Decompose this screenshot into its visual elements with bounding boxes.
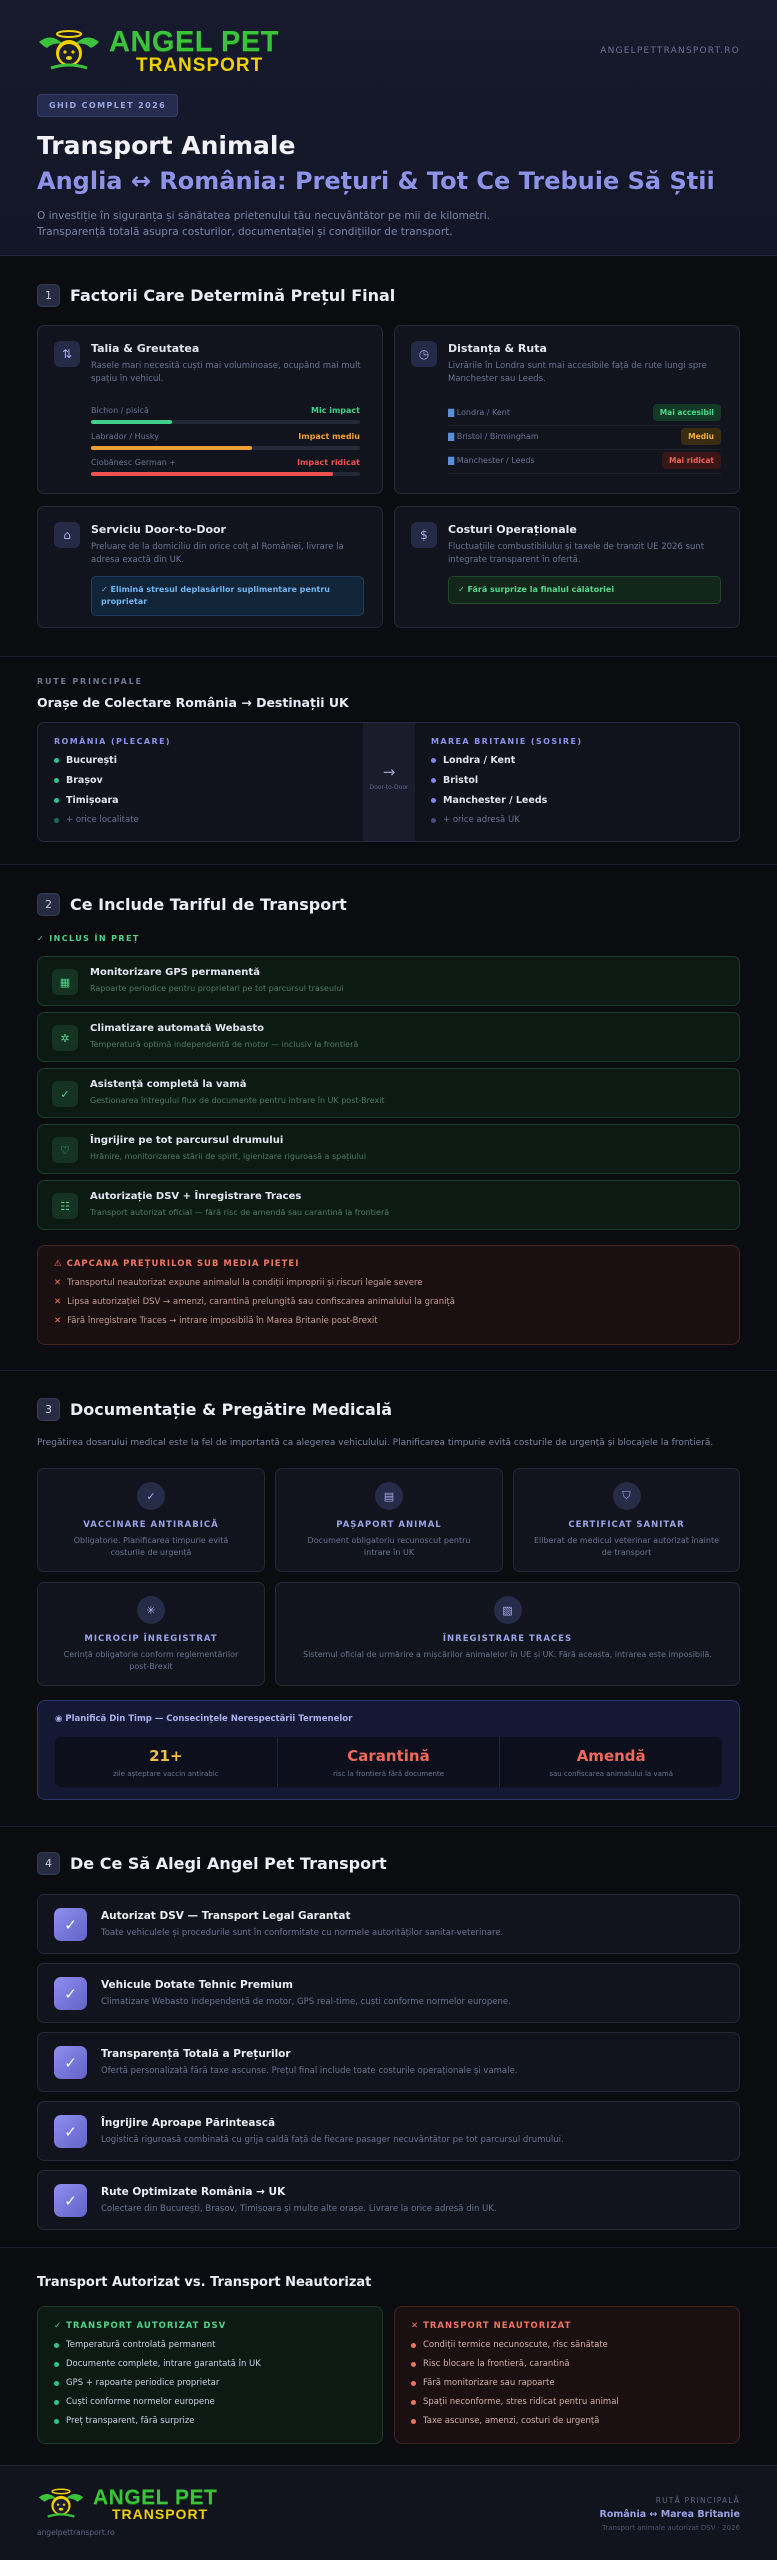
warning-item	[54, 1316, 723, 1326]
plan-sub: sau confiscarea animalului la vamă	[549, 1770, 673, 1778]
card-title: Talia & Greutatea	[91, 342, 200, 355]
section-title: Factorii Care Determină Prețul Final	[70, 286, 396, 305]
card-desc: Fluctuațiile combustibilului și taxele de tranzit UE 2026 sunt integrate transparent în ofertă.	[448, 542, 705, 566]
included-item-climate	[37, 1012, 740, 1062]
why-item	[37, 2101, 740, 2161]
why-title: Îngrijire Aproape Părintească	[101, 2117, 276, 2129]
compare-title: Transport Autorizat vs. Transport Neautorizat	[37, 2275, 372, 2290]
resize-arrows-icon: ⇅	[54, 341, 80, 367]
card-size-weight	[37, 325, 383, 494]
bullet-dot-icon	[411, 2400, 416, 2405]
section-title: Documentație & Pregătire Medicală	[70, 1400, 393, 1419]
impact-value: Impact mediu	[298, 432, 360, 441]
heart-icon: ♡	[52, 1137, 78, 1163]
card-distance-route	[394, 325, 740, 494]
why-desc: Toate vehiculele și procedurile sunt în conformitate cu normele autorităților sanitar-veterinare.	[101, 1928, 504, 1938]
footer-note: Transport animale autorizat DSV · 2026	[602, 2524, 740, 2532]
why-desc: Climatizare Webasto independentă de motor, GPS real-time, cuști conforme normelor europene.	[101, 1997, 511, 2007]
compare-text: Risc blocare la frontieră, carantină	[423, 2359, 570, 2369]
route-city	[431, 775, 723, 786]
why-desc: Colectare din București, Brașov, Timișoara și multe alte orașe. Livrare la orice adresă din UK.	[101, 2204, 497, 2214]
why-title: Autorizat DSV — Transport Legal Garantat	[101, 1910, 351, 1922]
routes-uk	[415, 723, 739, 841]
file-icon: ▧	[494, 1596, 522, 1624]
included-item-customs	[37, 1068, 740, 1118]
card-desc: Rasele mari necesită cuști mai voluminoase, ocupând mai mult spațiu în vehicul.	[91, 361, 361, 385]
compare-bad-heading: ✕ TRANSPORT NEAUTORIZAT	[411, 2321, 572, 2331]
clock-icon: ◷	[411, 341, 437, 367]
route-city	[431, 795, 723, 806]
impact-row-small	[91, 406, 360, 424]
doc-title: PAȘAPORT ANIMAL	[336, 1520, 442, 1530]
site-url[interactable]: ANGELPETTRANSPORT.RO	[600, 46, 740, 56]
impact-bar-fill	[91, 420, 172, 424]
distance-row: ▇ Londra / Kent Mai accesibil	[448, 404, 721, 426]
compare-text: Taxe ascunse, amenzi, costuri de urgență	[423, 2416, 600, 2426]
bullet-dot-icon	[411, 2381, 416, 2386]
included-title: Autorizație DSV + Înregistrare Traces	[90, 1191, 302, 1202]
compare-text: Temperatură controlată permanent	[66, 2340, 216, 2350]
footer-site[interactable]: angelpettransport.ro	[37, 2528, 115, 2537]
bullet-dot-icon	[431, 778, 436, 783]
plan-value: Amendă	[576, 1747, 646, 1765]
warning-title: ⚠ CAPCANA PREȚURILOR SUB MEDIA PIEȚEI	[54, 1259, 300, 1269]
compare-text: Preț transparent, fără surprize	[66, 2416, 195, 2426]
section-number: 2	[37, 893, 60, 916]
section-number: 3	[37, 1398, 60, 1421]
card-door-to-door	[37, 506, 383, 628]
bullet-dot-icon	[54, 2400, 59, 2405]
bullet-dot-icon	[54, 758, 59, 763]
cross-icon: ✕	[54, 1297, 62, 1307]
impact-bar-fill	[91, 446, 252, 450]
plan-cell	[500, 1737, 722, 1787]
bullet-dot-icon	[411, 2362, 416, 2367]
section-number: 4	[37, 1852, 60, 1875]
bullet-dot-icon	[54, 2362, 59, 2367]
routes-kicker: RUTE PRINCIPALE	[37, 677, 143, 686]
plan-sub: risc la frontieră fără documente	[332, 1770, 445, 1778]
compare-text: Cuști conforme normelor europene	[66, 2397, 215, 2407]
section-why-us	[0, 1852, 777, 1875]
card-title: Costuri Operaționale	[448, 523, 577, 536]
cross-icon: ✕	[54, 1278, 62, 1288]
compare-bad-item	[411, 2416, 723, 2426]
checkmark-icon: ✓	[54, 2115, 87, 2148]
plan-ahead-panel	[37, 1700, 740, 1800]
doc-card-health-cert	[513, 1468, 740, 1572]
card-operational-costs	[394, 506, 740, 628]
why-desc: Ofertă personalizată fără taxe ascunse. Prețul final include toate costurile operaționale și vamale.	[101, 2066, 518, 2076]
why-item	[37, 2170, 740, 2230]
bullet-dot-icon	[54, 798, 59, 803]
included-kicker: ✓ INCLUS ÎN PREȚ	[37, 934, 140, 943]
shield-icon: ⛉	[613, 1482, 641, 1510]
bullet-dot-icon	[431, 818, 436, 823]
checkmark-icon: ✓	[54, 1977, 87, 2010]
section-price-factors	[0, 284, 777, 307]
route-city-name: Timișoara	[66, 795, 119, 806]
card-desc: Preluare de la domiciliu din orice colț al României, livrare la adresa exactă din UK.	[91, 542, 344, 566]
divider	[0, 2247, 777, 2248]
compare-text: Fără monitorizare sau rapoarte	[423, 2378, 555, 2388]
section-number: 1	[37, 284, 60, 307]
doc-desc: Document obligatoriu recunoscut pentru intrare în UK	[307, 1536, 471, 1557]
doc-title: ÎNREGISTRARE TRACES	[442, 1634, 573, 1644]
included-desc: Transport autorizat oficial — fără risc de amendă sau carantină la frontieră	[90, 1208, 390, 1217]
routes-arrow	[363, 723, 415, 841]
check-circle-icon: ✓	[137, 1482, 165, 1510]
why-item	[37, 1894, 740, 1954]
door-to-door-label: Door-to-Door	[369, 784, 409, 791]
distance-badge: Mai accesibil	[653, 404, 721, 421]
angel-dog-logo-icon	[37, 28, 101, 74]
doc-card-passport	[275, 1468, 503, 1572]
hero-header	[0, 0, 777, 256]
included-desc: Gestionarea întregului flux de documente pentru intrare în UK post-Brexit	[90, 1096, 385, 1105]
warning-item	[54, 1297, 723, 1307]
impact-bar-fill	[91, 472, 333, 476]
doc-title: MICROCIP ÎNREGISTRAT	[84, 1634, 218, 1644]
documentation-lead: Pregătirea dosarului medical este la fel de importantă ca alegerea vehiculului. Planificarea timpurie evită costurile de urgență și blocajele la frontieră.	[37, 1438, 714, 1448]
distance-badge: Mediu	[681, 428, 721, 445]
compare-bad-item	[411, 2340, 723, 2350]
bullet-dot-icon	[54, 778, 59, 783]
included-title: Asistență completă la vamă	[90, 1079, 247, 1090]
checkbox-icon: ✓	[52, 1081, 78, 1107]
plan-cell	[278, 1737, 501, 1787]
impact-label: Labrador / Husky	[91, 432, 160, 441]
logo-line1: ANGEL PET	[109, 25, 279, 58]
impact-label: Ciobănesc German +	[91, 458, 177, 467]
compare-authorized	[37, 2306, 383, 2444]
impact-label: Bichon / pisică	[91, 406, 149, 415]
plan-value: 21+	[149, 1747, 183, 1765]
route-city	[54, 755, 347, 766]
included-item-care	[37, 1124, 740, 1174]
divider	[0, 1370, 777, 1371]
routes-romania	[38, 723, 363, 841]
arrow-right-icon: →	[382, 763, 396, 781]
distance-label: Londra / Kent	[456, 408, 511, 417]
compare-ok-item	[54, 2378, 366, 2388]
section-title: De Ce Să Alegi Angel Pet Transport	[70, 1854, 387, 1873]
map-icon: ▦	[52, 969, 78, 995]
route-more-label: + orice localitate	[66, 815, 139, 825]
divider	[0, 864, 777, 865]
divider	[0, 1826, 777, 1827]
plan-sub: zile așteptare vaccin antirabic	[113, 1770, 219, 1778]
doc-card-rabies	[37, 1468, 265, 1572]
bullet-dot-icon	[54, 818, 59, 823]
checkmark-icon: ✓	[54, 1908, 87, 1941]
footer-route	[600, 2496, 740, 2532]
why-title: Vehicule Dotate Tehnic Premium	[101, 1979, 293, 1991]
compare-text: Spații neconforme, stres ridicat pentru animal	[423, 2397, 619, 2407]
hero-lead-line1: O investiție în siguranța și sănătatea prietenului tău necuvântător pe mii de kilometri.	[37, 210, 490, 222]
included-title: Îngrijire pe tot parcursul drumului	[90, 1135, 284, 1146]
footer-route-text: România ↔ Marea Britanie	[599, 2509, 740, 2520]
why-title: Rute Optimizate România → UK	[101, 2186, 286, 2198]
plan-grid	[55, 1737, 722, 1787]
checkmark-icon: ✓	[54, 2046, 87, 2079]
included-desc: Hrănire, monitorizarea stării de spirit, igienizare riguroasă a spațiului	[90, 1152, 367, 1161]
document-icon: ☷	[52, 1193, 78, 1219]
routes-uk-heading: MAREA BRITANIE (SOSIRE)	[431, 737, 583, 746]
doc-desc: Obligatorie. Planificarea timpurie evită costurile de urgență	[73, 1536, 229, 1557]
hero-lead-line2: Transparență totală asupra costurilor, documentației și condițiilor de transport.	[37, 226, 453, 239]
routes-header	[37, 677, 349, 710]
bullet-dot-icon	[411, 2419, 416, 2424]
included-item-dsv	[37, 1180, 740, 1230]
plan-title: ◉ Planifică Din Timp — Consecințele Nerespectării Termenelor	[55, 1714, 353, 1724]
distance-label: Bristol / Birmingham	[456, 432, 539, 441]
page-title: Transport Animale	[37, 131, 296, 160]
footer-kicker: RUTĂ PRINCIPALĂ	[655, 2496, 740, 2505]
logo-line1: ANGEL PET	[93, 2486, 218, 2509]
distance-label: Manchester / Leeds	[456, 456, 535, 465]
plan-value: Carantină	[347, 1747, 430, 1765]
routes-panel	[37, 722, 740, 842]
bullet-dot-icon	[54, 2381, 59, 2386]
compare-ok-item	[54, 2359, 366, 2369]
card-title: Distanța & Ruta	[448, 342, 547, 355]
doc-card-traces	[275, 1582, 740, 1686]
bullet-dot-icon	[54, 2419, 59, 2424]
logo-line2: TRANSPORT	[112, 2506, 209, 2522]
compare-text: Documente complete, intrare garantată în UK	[66, 2359, 261, 2369]
doc-title: CERTIFICAT SANITAR	[568, 1520, 685, 1530]
ops-note: ✓ Fără surprize la finalul călătoriei	[448, 576, 721, 604]
card-title: Serviciu Door-to-Door	[91, 523, 226, 536]
warning-text: Transportul neautorizat expune animalul la condiții improprii și riscuri legale severe	[67, 1278, 423, 1288]
included-item-gps	[37, 956, 740, 1006]
dollar-icon: $	[411, 522, 437, 548]
distance-row: ▇ Manchester / Leeds Mai ridicat	[448, 452, 721, 474]
route-city-more	[431, 815, 723, 825]
routes-ro-heading: ROMÂNIA (PLECARE)	[54, 737, 171, 746]
route-city-name: Brașov	[66, 775, 103, 786]
card-desc: Livrările în Londra sunt mai accesibile față de rute lungi spre Manchester sau Leeds.	[448, 361, 707, 385]
impact-value: Impact ridicat	[297, 458, 360, 467]
doc-desc: Sistemul oficial de urmărire a mișcărilor animalelor în UE și UK. Fără aceasta, intrarea este imposibilă.	[303, 1650, 712, 1659]
section-title: Ce Include Tariful de Transport	[70, 895, 347, 914]
logo-line2: TRANSPORT	[136, 54, 264, 76]
door-note: ✓ Elimină stresul deplasărilor suplimentare pentru proprietar	[91, 576, 364, 616]
compare-bad-item	[411, 2397, 723, 2407]
route-city	[54, 775, 347, 786]
why-item	[37, 2032, 740, 2092]
cross-icon: ✕	[54, 1316, 62, 1326]
bullet-dot-icon	[54, 2343, 59, 2348]
price-trap-warning	[37, 1245, 740, 1345]
footer	[0, 2465, 777, 2560]
included-title: Climatizare automată Webasto	[90, 1023, 264, 1034]
guide-badge: GHID COMPLET 2026	[37, 94, 178, 117]
hero-lead	[37, 208, 740, 241]
impact-row-high	[91, 458, 360, 476]
page-subtitle: Anglia ↔ România: Prețuri & Tot Ce Trebuie Să Știi	[37, 167, 715, 195]
bullet-dot-icon	[431, 758, 436, 763]
why-item	[37, 1963, 740, 2023]
route-city-name: Londra / Kent	[443, 755, 516, 766]
route-city-more	[54, 815, 347, 825]
chip-icon: ✳	[137, 1596, 165, 1624]
route-city	[54, 795, 347, 806]
angel-dog-logo-icon	[37, 2487, 85, 2521]
route-city	[431, 755, 723, 766]
compare-ok-item	[54, 2416, 366, 2426]
doc-desc: Cerință obligatorie conform reglementărilor post-Brexit	[63, 1650, 239, 1671]
divider	[0, 656, 777, 657]
distance-badge: Mai ridicat	[662, 452, 721, 469]
warning-item	[54, 1278, 723, 1288]
route-more-label: + orice adresă UK	[443, 815, 520, 825]
impact-row-medium	[91, 432, 360, 450]
compare-bad-item	[411, 2378, 723, 2388]
doc-title: VACCINARE ANTIRABICĂ	[83, 1520, 219, 1530]
home-icon: ⌂	[54, 522, 80, 548]
included-title: Monitorizare GPS permanentă	[90, 967, 260, 978]
doc-card-microchip	[37, 1582, 265, 1686]
route-city-name: București	[66, 755, 117, 766]
compare-text: Condiții termice necunoscute, risc sănătate	[423, 2340, 608, 2350]
warning-text: Fără înregistrare Traces → intrare imposibilă în Marea Britanie post-Brexit	[67, 1316, 378, 1326]
calendar-icon: ▤	[375, 1482, 403, 1510]
section-documentation	[0, 1398, 777, 1451]
included-desc: Temperatură optimă independentă de motor — inclusiv la frontieră	[90, 1040, 359, 1049]
why-title: Transparență Totală a Prețurilor	[101, 2048, 291, 2060]
section-included	[0, 893, 777, 943]
compare-unauthorized	[394, 2306, 740, 2444]
compare-ok-item	[54, 2397, 366, 2407]
route-city-name: Bristol	[443, 775, 479, 786]
warning-text: Lipsa autorizației DSV → amenzi, carantină prelungită sau confiscarea animalului la graniță	[67, 1297, 456, 1307]
impact-value: Mic impact	[311, 406, 360, 415]
compare-ok-item	[54, 2340, 366, 2350]
plan-cell	[55, 1737, 278, 1787]
distance-row: ▇ Bristol / Birmingham Mediu	[448, 428, 721, 450]
routes-title: Orașe de Colectare România → Destinații UK	[37, 695, 349, 710]
compare-text: GPS + rapoarte periodice proprietar	[66, 2378, 220, 2388]
route-city-name: Manchester / Leeds	[443, 795, 548, 806]
compare-ok-heading: ✓ TRANSPORT AUTORIZAT DSV	[54, 2321, 227, 2331]
checkmark-icon: ✓	[54, 2184, 87, 2217]
included-desc: Rapoarte periodice pentru proprietari pe tot parcursul traseului	[90, 984, 344, 993]
thermometer-icon: ✲	[52, 1025, 78, 1051]
bullet-dot-icon	[411, 2343, 416, 2348]
bullet-dot-icon	[431, 798, 436, 803]
why-desc: Logistică riguroasă combinată cu grija caldă față de fiecare pasager necuvântător pe tot parcursul drumului.	[101, 2135, 564, 2145]
doc-desc: Eliberat de medicul veterinar autorizat înainte de transport	[533, 1536, 720, 1557]
compare-bad-item	[411, 2359, 723, 2369]
